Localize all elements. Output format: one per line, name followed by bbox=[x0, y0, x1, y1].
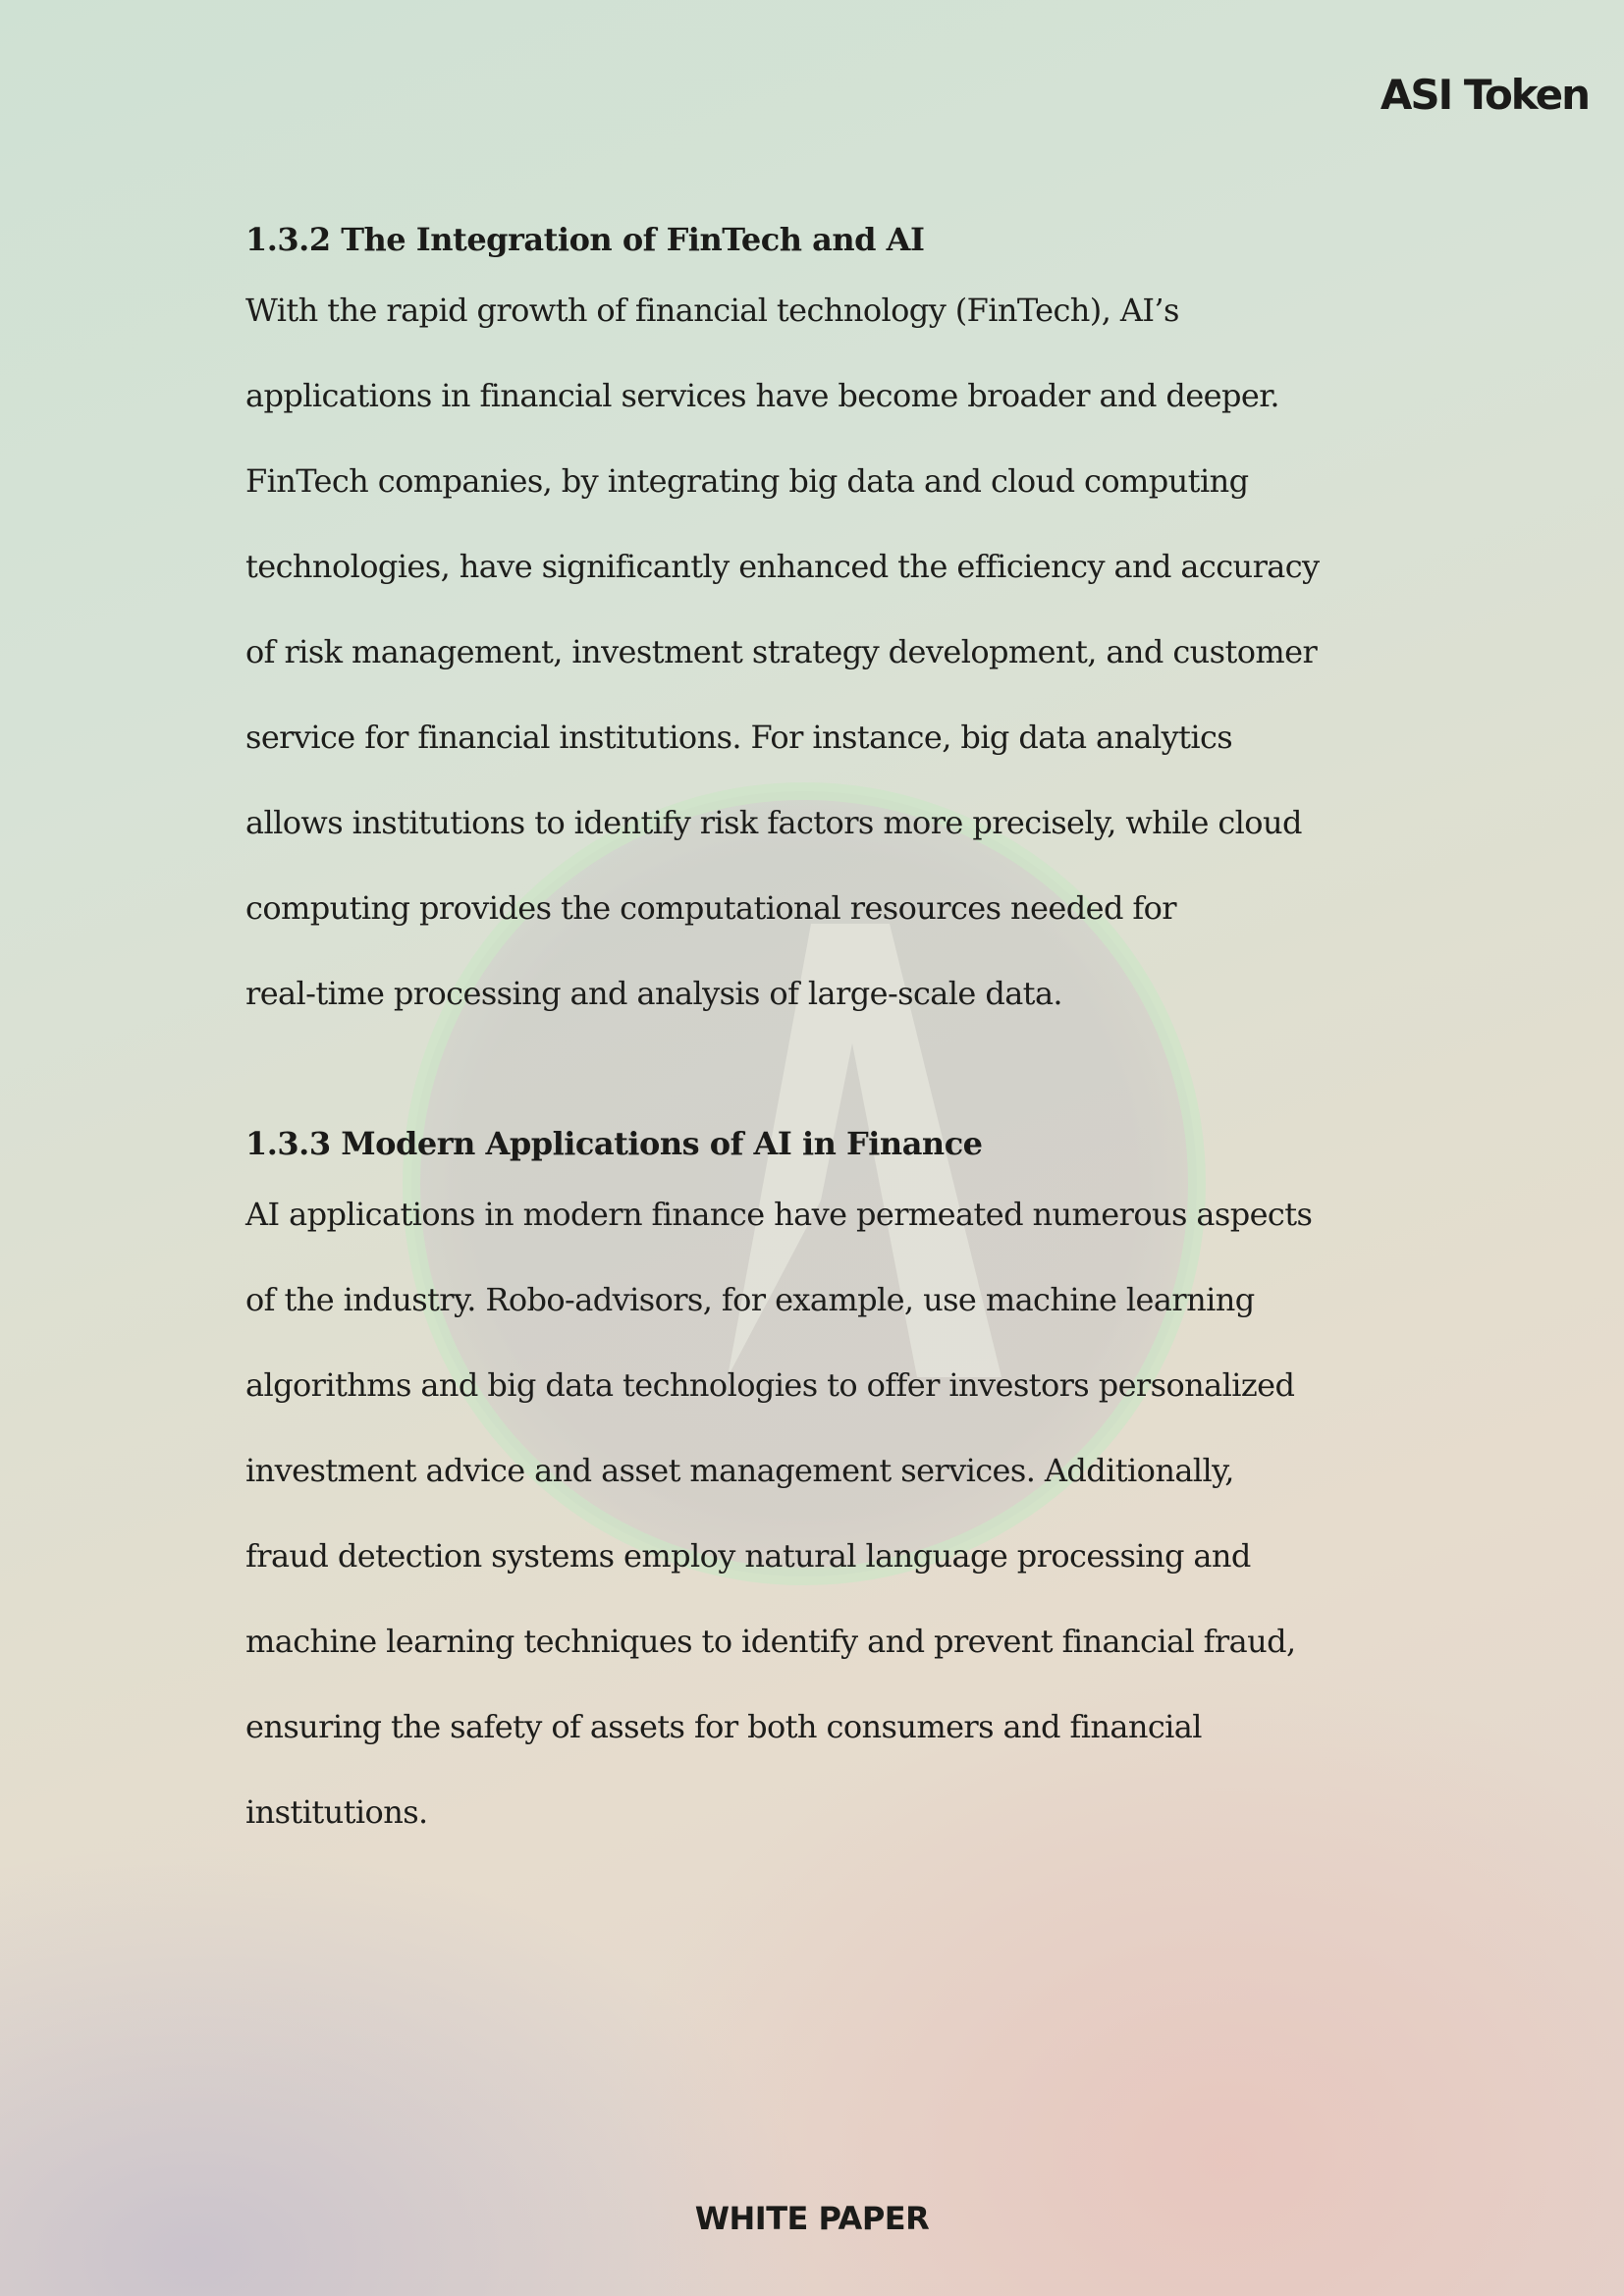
paragraph-line: real-time processing and analysis of large-scale data. bbox=[245, 975, 1062, 1012]
section-heading-1-3-2: 1.3.2 The Integration of FinTech and AI bbox=[245, 221, 925, 258]
paragraph-line: algorithms and big data technologies to offer investors personalized bbox=[245, 1366, 1295, 1404]
paragraph-line: machine learning techniques to identify and prevent financial fraud, bbox=[245, 1623, 1296, 1660]
paragraph-line: With the rapid growth of financial technology (FinTech), AI’s bbox=[245, 292, 1179, 329]
paragraph-line: of risk management, investment strategy development, and customer bbox=[245, 633, 1318, 670]
section-heading-1-3-3: 1.3.3 Modern Applications of AI in Finance bbox=[245, 1125, 983, 1162]
paragraph-line: fraud detection systems employ natural language processing and bbox=[245, 1537, 1251, 1575]
paragraph-line: AI applications in modern finance have permeated numerous aspects bbox=[245, 1196, 1313, 1233]
paragraph-line: investment advice and asset management services. Additionally, bbox=[245, 1452, 1234, 1489]
paragraph-line: allows institutions to identify risk factors more precisely, while cloud bbox=[245, 804, 1302, 841]
paragraph-line: ensuring the safety of assets for both consumers and financial bbox=[245, 1708, 1202, 1745]
paragraph-line: institutions. bbox=[245, 1793, 428, 1831]
brand-logo: ASI Token bbox=[1380, 71, 1589, 119]
section-paragraph-1-3-3 bbox=[245, 1172, 1404, 1855]
paragraph-line: FinTech companies, by integrating big data and cloud computing bbox=[245, 462, 1249, 500]
section-paragraph-1-3-2 bbox=[245, 268, 1404, 1037]
paragraph-line: technologies, have significantly enhanced the efficiency and accuracy bbox=[245, 548, 1320, 585]
paragraph-line: computing provides the computational resources needed for bbox=[245, 889, 1177, 927]
document-body bbox=[245, 211, 1404, 1855]
section-spacer bbox=[245, 1037, 1404, 1115]
paragraph-line: service for financial institutions. For instance, big data analytics bbox=[245, 719, 1233, 756]
paragraph-line: applications in financial services have become broader and deeper. bbox=[245, 377, 1279, 414]
paragraph-line: of the industry. Robo-advisors, for example, use machine learning bbox=[245, 1281, 1255, 1318]
footer-white-paper-label: WHITE PAPER bbox=[694, 2200, 930, 2237]
